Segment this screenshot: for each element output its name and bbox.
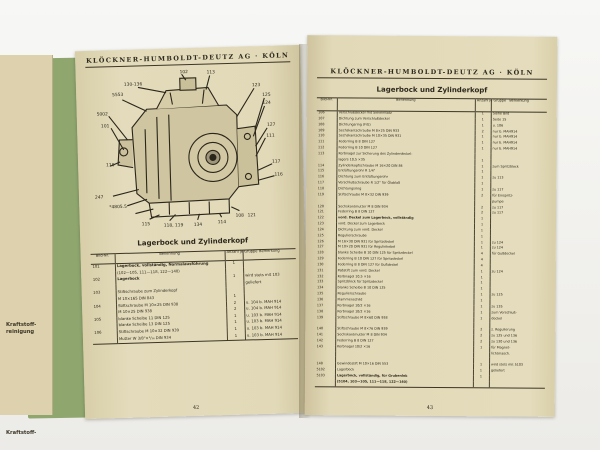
cell-part-number: 105 [93, 316, 102, 322]
cell-quantity: 1 [474, 276, 490, 282]
right-table-body [315, 111, 547, 388]
cell-description: Lagerbock, vollständig, für Grubenlok [335, 374, 473, 381]
cell-part-number: 129 [317, 256, 324, 261]
cell-quantity: 1 [475, 136, 491, 142]
cell-quantity: 1 [474, 288, 490, 294]
cell-description: Federring B 8 DIN 127 für Gußdeckel [336, 263, 474, 270]
cell-quantity: 1 [474, 229, 490, 235]
cell-part-number: 108 [318, 121, 325, 126]
cell-quantity: 2 [473, 329, 489, 335]
col-header-nr: Bild-Nr. [317, 98, 337, 111]
cell-description: Spritzblock für Spritzdeckel [336, 281, 474, 288]
cell-remark: zum Verschluß- [489, 311, 545, 317]
cell-quantity: 1 [473, 299, 489, 305]
cell-remark: zu 130 und 136 [489, 340, 545, 346]
right-page [305, 35, 558, 417]
cell-part-number: 141 [316, 332, 324, 337]
cell-quantity: 1 [227, 327, 245, 334]
diagram-label: 118, 119 [163, 223, 184, 229]
cell-quantity: 1 [227, 333, 245, 341]
cell-description: vord. Deckel zum Lagerbock, vollständig [336, 217, 474, 224]
cell-description: (5104, 103—105, 111—118, 122—140) [335, 380, 473, 387]
cell-quantity: 1 [474, 282, 490, 288]
cell-description: blanke Scheibe B 10 DIN 125 [336, 287, 474, 294]
cell-description: Lagerbock [115, 274, 225, 284]
cell-remark: u. 104 b. MAH 914 [244, 305, 297, 313]
cell-quantity: 2 [226, 300, 244, 307]
cell-description: Flammenschild [335, 298, 473, 305]
cell-remark: geliefert [489, 370, 545, 376]
cell-quantity: 1 [474, 247, 490, 253]
cell-part-number: 130 [317, 262, 324, 267]
cell-quantity: 1 [473, 375, 489, 381]
cell-quantity: 1 [473, 364, 489, 370]
cell-part-number: 110 [318, 133, 325, 138]
cell-quantity: 4 [474, 264, 490, 270]
cell-description: Entlüftungsrohr R 1/4" [336, 170, 474, 177]
cell-description: Kerbnagel 10/2 ×16 [335, 310, 473, 317]
cell-quantity: 1 [474, 171, 490, 177]
cell-remark: zu 117 [490, 212, 546, 218]
cell-description: M 10×20 DIN 931 für Reguliehebel [336, 246, 474, 253]
right-section-title: Lagerbock und Zylinderkopf [376, 85, 488, 95]
cell-remark: nur b. MAH914 [491, 142, 547, 148]
cell-part-number: 107 [318, 116, 325, 121]
cell-part-number: 126 [317, 238, 324, 243]
cell-remark: zu 125 und 136 [489, 334, 545, 340]
cell-part-number: 103 [93, 289, 101, 296]
cell-quantity: 4 [474, 258, 490, 264]
cell-part-number: 120 [317, 203, 324, 208]
diagram-label: *4805.5 [109, 204, 127, 211]
cell-quantity [473, 381, 489, 387]
col-header-qty: Anzahl je Gruppe [225, 250, 243, 260]
cell-description: Regulierschraube [335, 292, 473, 299]
right-page-header: KLÖCKNER-HUMBOLDT-DEUTZ AG · KÖLN [330, 67, 534, 77]
cell-remark: für Gußdeckel [490, 253, 546, 259]
cell-part-number: 5102 [316, 367, 325, 372]
cell-quantity: 2 [473, 340, 489, 346]
cell-part-number: 133 [317, 279, 324, 284]
left-section-title: Lagerbock und Zylinderkopf [137, 236, 249, 248]
cell-quantity: 1 [473, 317, 489, 323]
cell-part-number: 122 [317, 215, 324, 220]
cell-part-number: 116 [317, 174, 325, 179]
col-header-note: Bemerkung [243, 249, 296, 260]
cell-description: Federring B 8 DIN 127 [336, 211, 474, 218]
col-header-qty: Anzahl je Gruppe [475, 99, 491, 112]
cell-remark: zu 117 [490, 206, 546, 212]
cell-description: blanke Scheibe 11 DIN 125 [116, 314, 226, 324]
cell-description: blanke Scheibe 13 DIN 125 [117, 320, 227, 330]
diagram-label: 247 [94, 195, 104, 201]
diagram-label: 115 [141, 222, 151, 228]
cell-description: M 16×30 DIN 931 für Spritzdeckel [336, 240, 474, 247]
cell-part-number: 121 [317, 209, 324, 214]
cell-description: M 10×165 DIN 843 [116, 294, 226, 304]
cell-part-number: 124 [317, 227, 324, 232]
cell-quantity: 1 [225, 260, 243, 268]
cell-description: Sechskantschraube M 10×35 DIN 931 [337, 135, 475, 142]
cell-part-number: 106 [318, 110, 325, 115]
cell-quantity: 1 [473, 305, 489, 311]
cell-description: Dichtungsring (Filz) [337, 123, 475, 130]
cell-quantity: 1 [474, 235, 490, 241]
cell-description: vord. Deckel zum Lagerbock [336, 222, 474, 229]
cell-remark: nur b. MAH914 [491, 136, 547, 142]
cell-part-number: 111 [318, 139, 325, 144]
cell-remark: u. 103 b. MAH 914 [245, 325, 298, 333]
diagram-label: 102 [179, 70, 189, 76]
cell-description: Kerbnagel 10/2 ×16 [335, 304, 473, 311]
cell-description: Stiftschraube zum Zylinderkopf [116, 287, 226, 297]
cell-quantity: 1 [473, 293, 489, 299]
cell-part-number: 123 [317, 221, 324, 226]
cell-description: Stiftschraube M 8×60 DIN 938 [335, 316, 473, 323]
cell-remark: pumpe [490, 200, 546, 206]
cell-part-number: 140 [316, 326, 324, 331]
right-parts-table [315, 97, 547, 388]
cell-remark: für Einspritz- [490, 194, 546, 200]
cell-part-number: 125 [317, 232, 324, 237]
cell-description: Stiftschraube M 10×32 DIN 939 [117, 327, 227, 337]
cell-description: Sechskantmutter M 8 DIN 934 [336, 205, 474, 212]
cell-quantity: 2 [474, 206, 490, 212]
cell-part-number: 131 [317, 267, 324, 273]
cell-quantity: 1 [473, 369, 489, 375]
cell-remark: u. 106 [491, 124, 547, 130]
cell-remark: zu 135 [489, 305, 545, 311]
cell-part-number: 137 [316, 303, 324, 308]
header-rule [317, 77, 547, 80]
cell-part-number: 132 [317, 273, 324, 278]
cell-quantity: 1 [474, 223, 490, 229]
table-row [315, 380, 545, 388]
cell-description: Federring B 10 DIN 127 für Spritzdeckel [336, 257, 474, 264]
cell-description: Sechskantmutter M 8 DIN 934 [335, 333, 473, 340]
diagram-label: 117 [272, 159, 281, 165]
col-header-note: Bemerkung [491, 99, 547, 112]
cell-remark [489, 381, 545, 388]
cell-description: Sechskantschraube M 8×25 DIN 933 [337, 129, 475, 136]
cell-quantity: 1 [226, 320, 244, 327]
cell-description: Gewindestift M 10×16 DIN 553 [335, 363, 473, 370]
cell-part-number: 134 [317, 285, 324, 290]
cell-description: Zylinderkopfschraube M 16×20 DIN 84 [336, 164, 474, 171]
diagram-label: 114 [217, 220, 227, 226]
diagram-label: 134 [193, 222, 203, 228]
diagram-label: 108 [235, 213, 245, 219]
cell-part-number: 114 [317, 162, 325, 167]
cell-description: Dichtung zum vord. Deckel [336, 228, 474, 235]
cell-quantity: 1 [226, 313, 244, 320]
cell-description: Verschlußschraube R 1/2" für Ölablaß [336, 181, 474, 188]
engine-block-diagram [85, 65, 295, 236]
cell-description: Federring B 10 DIN 127 [337, 146, 475, 153]
cell-quantity: 1 [474, 270, 490, 276]
diagram-label: 121 [247, 213, 257, 219]
cell-part-number: 135 [317, 291, 324, 296]
cell-remark: z. Regulierung [489, 329, 545, 335]
col-header-name: Benennung [337, 98, 475, 112]
cell-part-number: 118 [317, 186, 325, 191]
cell-quantity: 1 [226, 294, 244, 301]
cell-remark: nur b. MAH914 [491, 147, 547, 153]
cell-quantity: 1 [225, 274, 243, 281]
previous-page-edge [0, 55, 53, 436]
cell-remark: u. 104 b. MAH 914 [244, 299, 297, 307]
diagram-label: 111 [266, 133, 275, 139]
cell-part-number [93, 337, 117, 345]
diagram-label: 127 [266, 122, 276, 128]
cell-part-number: 102 [92, 276, 101, 282]
cell-description: Paßstift zum vord. Deckel [336, 269, 474, 276]
cell-quantity: 2 [474, 194, 490, 200]
left-parts-table [91, 248, 298, 345]
cell-description: Stiftschraube M 8×76 DIN 939 [335, 328, 473, 335]
cell-quantity: 1 [474, 165, 490, 171]
cell-description: Dichtungsring [336, 187, 474, 194]
cell-remark: u. 103 b. MAH 914 [245, 332, 298, 341]
cell-description: Mutter W 3/8"×³/₁₆ DIN 934 [117, 334, 227, 344]
cell-description: blanke Scheibe B 10 DIN 125 für Spritzdeckel [336, 252, 474, 259]
left-page-header: KLÖCKNER-HUMBOLDT-DEUTZ AG · KÖLN [85, 51, 290, 65]
cell-quantity: 1 [474, 188, 490, 194]
cell-remark: zu 124 [490, 241, 546, 247]
cell-part-number: 106 [94, 329, 102, 335]
cell-quantity: 4 [474, 253, 490, 259]
cell-part-number: 128 [317, 250, 324, 255]
cell-part-number: 109 [318, 127, 325, 132]
cell-description: Dichtung zum Entlüftungsrohr [336, 176, 474, 183]
prev-page-line: Kraftstoff- [6, 322, 37, 328]
cell-part-number: 104 [93, 303, 101, 309]
cell-remark: zu 125 [489, 294, 545, 300]
cell-description: Kerbnagel zur Sicherung des Zylinderdeckel- [336, 152, 474, 159]
cell-remark: wird stets mit 5103 [489, 364, 545, 370]
cell-remark: zu 124 [490, 270, 546, 276]
cell-description: Lagerbock, vollständig, Normalausführung [115, 261, 225, 271]
cell-remark: für Magnet- [489, 346, 545, 352]
cell-description: Federring B 8 DIN 127 [335, 339, 473, 346]
cell-remark: zu 124 [490, 247, 546, 253]
diagram-label: 130-136 [123, 82, 143, 88]
diagram-label: 124 [262, 100, 271, 106]
cell-quantity: 1 [473, 311, 489, 317]
cell-part-number: 143 [316, 343, 323, 348]
cell-remark: geliefert [243, 279, 296, 287]
cell-quantity: 1 [474, 217, 490, 223]
diagram-label: 5553 [112, 92, 124, 99]
cell-remark: Siehe Bild [491, 112, 547, 119]
diagram-label: 101 [100, 124, 110, 130]
cell-quantity: 2 [226, 307, 244, 314]
cell-description: Dichtung zum Verschlußdeckel [337, 117, 475, 124]
cell-quantity: 2 [473, 334, 489, 340]
cell-description: Kerbnagel 10/2 ×16 [335, 345, 473, 352]
diagram-label: 125 [262, 92, 271, 98]
cell-quantity: 1 [475, 147, 491, 153]
cell-remark: u. 103 b. MAH 914 [244, 318, 297, 326]
diagram-label: 113 [206, 70, 216, 76]
cell-remark: zum Spritzblock [490, 165, 546, 171]
cell-quantity: 1 [474, 241, 490, 247]
cell-part-number: 115 [317, 168, 325, 173]
col-header-nr: Bild-Nr. [91, 254, 115, 265]
prev-page-line: reinigung [6, 329, 35, 335]
cell-part-number: 136 [316, 297, 324, 302]
cell-quantity: 1 [475, 142, 491, 148]
cell-part-number: 117 [317, 180, 325, 185]
cell-description: Stiftschraube M 8×32 DIN 939 [336, 193, 474, 200]
cell-quantity: 1 [473, 346, 489, 352]
cell-quantity: 1 [475, 124, 491, 130]
cell-quantity: 1 [474, 159, 490, 165]
cell-remark: lichtmasch. [489, 352, 545, 358]
cell-quantity: 2 [474, 212, 490, 218]
cell-part-number: 101 [92, 263, 100, 269]
cell-part-number: 142 [316, 338, 324, 343]
cell-description: Verschlußdeckel mit Sieveinsatz [337, 111, 475, 118]
cell-part-number: 113 [317, 151, 325, 156]
cell-description: Lagerbock [335, 368, 473, 375]
cell-remark: wird stets mit 103 [243, 272, 296, 280]
cell-part-number: 112 [318, 145, 325, 150]
cell-description: Federring B 8 DIN 127 [337, 141, 475, 148]
prev-page-line: Kraftstoff- [6, 430, 37, 436]
diagram-label: 116 [274, 172, 283, 178]
cell-quantity: 1 [475, 112, 491, 118]
cell-remark: nur b. MAH914 [491, 130, 547, 136]
diagram-label: 123 [251, 83, 261, 89]
cell-description: (102—105, 111—118, 122—140) [115, 268, 225, 278]
diagram-label: 5002 [96, 112, 108, 118]
cell-remark: zu 113 [490, 177, 546, 183]
cell-quantity: 1 [474, 182, 490, 188]
cell-part-number: 119 [317, 192, 325, 197]
left-table-body [91, 259, 298, 345]
cell-part-number: 148 [316, 361, 323, 366]
cell-part-number: 138 [316, 308, 324, 313]
cell-quantity: 2 [475, 130, 491, 136]
cell-remark: u. 103 b. MAH 914 [244, 312, 297, 320]
cell-remark: zu 117 [490, 188, 546, 194]
cell-part-number: 139 [316, 314, 324, 319]
cell-description: M 10×25 DIN 938 [116, 307, 226, 317]
diagram-label: 110 [106, 163, 115, 169]
cell-description: lagers 10,5 ×35 [336, 158, 474, 165]
cell-description: Stiftschraube M 10×25 DIN 938 [116, 301, 226, 311]
cell-quantity: 1 [475, 118, 491, 124]
cell-part-number [315, 380, 335, 386]
col-header-name: Benennung [115, 251, 225, 264]
cell-part-number: 5103 [316, 373, 325, 378]
cell-remark: deckel [489, 317, 545, 323]
cell-description: Kerbnagel 10,5 ×16 [336, 275, 474, 282]
cell-part-number: 127 [317, 244, 324, 249]
page-number: 43 [426, 404, 434, 412]
cell-quantity: 1 [474, 177, 490, 183]
cell-description: Regulierschraube [336, 234, 474, 241]
page-number: 42 [192, 404, 200, 412]
left-page [75, 45, 310, 419]
cell-remark: Seite 15 [491, 118, 547, 124]
